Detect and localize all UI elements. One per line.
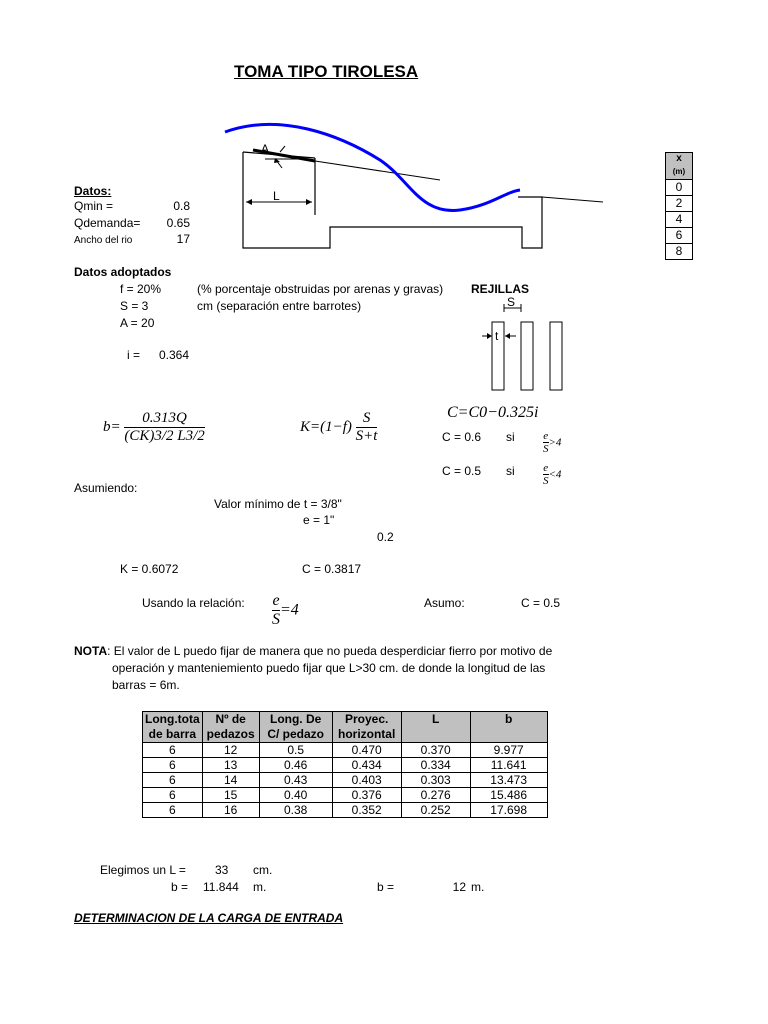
i-value: 0.364 [159, 348, 190, 362]
nota-line1 [74, 644, 552, 658]
a-value: A = 20 [120, 316, 155, 330]
ratio-value: 0.2 [377, 530, 394, 544]
cell: 0.334 [401, 758, 470, 773]
x-header: x [666, 153, 692, 165]
x-unit: (m) [666, 165, 692, 180]
ancho-value: 17 [176, 232, 190, 246]
cell: 17.698 [470, 803, 547, 818]
cell: 0.40 [259, 788, 332, 803]
c2-s: S [543, 475, 549, 487]
formula-k-numerator: S [356, 410, 378, 428]
rejillas-title: REJILLAS [471, 282, 530, 296]
k-result: K = 0.6072 [120, 562, 179, 576]
b-unit: m. [253, 880, 267, 894]
nota-text1: : El valor de L puedo fijar de manera que no pueda desperdiciar fierro por motivo de [107, 644, 553, 658]
cell: 0.434 [332, 758, 401, 773]
cell: 0.252 [401, 803, 470, 818]
cell: 6 [143, 758, 203, 773]
cell: 12 [202, 743, 259, 758]
diagram-label-a: A [261, 142, 270, 156]
relacion-label: Usando la relación: [142, 596, 245, 610]
cell: 0.376 [332, 788, 401, 803]
c2-lt: <4 [548, 468, 562, 481]
cell: 0.276 [401, 788, 470, 803]
x-value: 0 [666, 180, 692, 196]
table-row [143, 743, 548, 758]
cell: 9.977 [470, 743, 547, 758]
t-min: Valor mínimo de t = 3/8" [214, 497, 342, 511]
asumo-value: C = 0.5 [521, 596, 561, 610]
qdemanda-label: Qdemanda= [74, 216, 141, 230]
formula-b-lhs: b= [103, 419, 121, 435]
nota-label: NOTA [74, 644, 108, 658]
c2-condition [543, 462, 561, 487]
formula-k-lhs: K=(1−f) [300, 419, 352, 435]
cell: 0.5 [259, 743, 332, 758]
c1-gt: >4 [548, 436, 562, 449]
qmin-label: Qmin = [74, 199, 114, 213]
cell: 13.473 [470, 773, 547, 788]
intake-diagram [220, 120, 610, 255]
col-long-total: Long.tota de barra [143, 712, 203, 743]
cell: 0.470 [332, 743, 401, 758]
qdemanda-value: 0.65 [166, 216, 190, 230]
b2-value: 12 [452, 880, 466, 894]
c1-si: si [506, 430, 515, 444]
cell: 0.352 [332, 803, 401, 818]
cell: 0.403 [332, 773, 401, 788]
cell: 6 [143, 743, 203, 758]
relacion-rhs: =4 [280, 601, 299, 619]
f-note: (% porcentaje obstruidas por arenas y gravas) [197, 282, 444, 296]
cell: 15.486 [470, 788, 547, 803]
ancho-label: Ancho del rio [74, 235, 133, 246]
s-value: S = 3 [120, 299, 149, 313]
nota-line2: operación y manteniemiento puedo fijar que L>30 cm. de donde la longitud de las [112, 661, 546, 675]
carga-entrada-heading: DETERMINACION DE LA CARGA DE ENTRADA [74, 911, 344, 925]
elegimos-value: 33 [215, 863, 229, 877]
c2-value: C = 0.5 [442, 464, 482, 478]
col-num-pedazos: Nº de pedazos [202, 712, 259, 743]
relacion-formula [272, 592, 299, 629]
elegimos-label: Elegimos un L = [100, 863, 186, 877]
datos-adoptados-heading: Datos adoptados [74, 265, 172, 279]
cell: 6 [143, 803, 203, 818]
c1-value: C = 0.6 [442, 430, 482, 444]
cell: 6 [143, 788, 203, 803]
formula-b-denominator: (CK)3/2 L3/2 [124, 428, 205, 444]
col-proyec: Proyec. horizontal [332, 712, 401, 743]
col-l: L [401, 712, 470, 743]
f-value: f = 20% [120, 282, 162, 296]
formula-b-numerator: 0.313Q [124, 410, 204, 428]
cell: 0.46 [259, 758, 332, 773]
cell: 0.303 [401, 773, 470, 788]
x-column-table [665, 152, 693, 260]
nota-line3: barras = 6m. [112, 678, 180, 692]
formula-b [103, 410, 205, 445]
table-header-row [143, 712, 548, 743]
cell: 16 [202, 803, 259, 818]
cell: 11.641 [470, 758, 547, 773]
cell: 14 [202, 773, 259, 788]
rejillas-t-label: t [495, 329, 499, 343]
table-row [143, 803, 548, 818]
x-value: 4 [666, 212, 692, 228]
elegimos-unit: cm. [253, 863, 273, 877]
b-label: b = [171, 880, 189, 894]
cell: 6 [143, 773, 203, 788]
page-title: TOMA TIPO TIROLESA [234, 62, 419, 81]
c1-e: e [543, 430, 549, 442]
asumo-label: Asumo: [424, 596, 465, 610]
relacion-e: e [272, 592, 280, 609]
cell: 15 [202, 788, 259, 803]
x-value: 6 [666, 228, 692, 244]
rejillas-s-label: S [507, 296, 516, 309]
c2-e: e [543, 462, 549, 474]
x-value: 2 [666, 196, 692, 212]
table-row [143, 758, 548, 773]
c-result: C = 0.3817 [302, 562, 362, 576]
c1-s: S [543, 443, 549, 455]
cell: 0.43 [259, 773, 332, 788]
relacion-s: S [272, 611, 280, 628]
rejillas-diagram [480, 296, 570, 396]
s-note: cm (separación entre barrotes) [197, 299, 362, 313]
b2-unit: m. [471, 880, 485, 894]
formula-k-denominator: S+t [355, 428, 378, 444]
e-value: e = 1" [303, 513, 335, 527]
c2-si: si [506, 464, 515, 478]
results-table [142, 711, 548, 818]
col-long-pedazo: Long. De C/ pedazo [259, 712, 332, 743]
col-b: b [470, 712, 547, 743]
formula-c: C=C0−0.325i [447, 404, 539, 421]
x-value: 8 [675, 244, 683, 258]
c1-condition [543, 430, 561, 455]
diagram-label-l: L [273, 189, 280, 203]
table-row [143, 773, 548, 788]
i-label: i = [127, 348, 141, 362]
cell: 13 [202, 758, 259, 773]
asumiendo-label: Asumiendo: [74, 481, 138, 495]
qmin-value: 0.8 [173, 199, 190, 213]
table-row [143, 788, 548, 803]
cell: 0.38 [259, 803, 332, 818]
b-value: 11.844 [203, 880, 239, 894]
b2-label: b = [377, 880, 395, 894]
cell: 0.370 [401, 743, 470, 758]
datos-heading: Datos: [74, 184, 112, 198]
formula-k [300, 410, 377, 445]
